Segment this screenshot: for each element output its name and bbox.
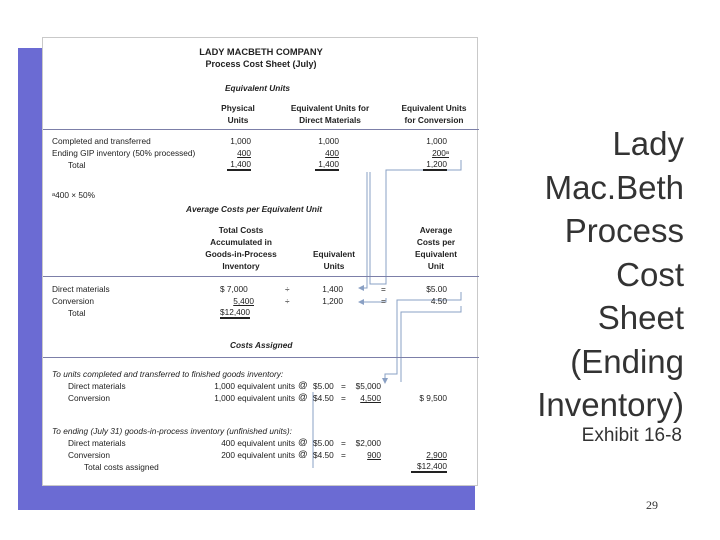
row-total-label: Total <box>68 160 86 170</box>
avg-total-label: Total <box>68 308 86 318</box>
slide-title-line: Inventory) <box>537 386 684 423</box>
row-ending-label: Ending GIP inventory (50% processed) <box>52 148 196 158</box>
ending-dm-amount: $2,000 <box>355 438 381 448</box>
physical-total: 1,400 <box>227 160 251 171</box>
col-total-costs-4: Inventory <box>222 261 260 271</box>
avg-conv-rate: 4.50 <box>430 296 447 306</box>
ending-total: 2,900 <box>426 450 447 460</box>
avg-conv-total: 5,400 <box>233 296 254 306</box>
col-average-costs-2: Costs per <box>416 237 456 247</box>
col-average-costs: Average <box>419 225 453 235</box>
dm-ending: 400 <box>325 148 339 158</box>
completed-dm-units: 1,000 equivalent units <box>214 381 295 391</box>
col-equivalent-units-2: Units <box>323 261 345 271</box>
physical-ending: 400 <box>237 148 251 158</box>
col-eq-units-dm-2: Direct Materials <box>299 115 361 125</box>
col-total-costs-3: Goods-in-Process <box>205 249 277 259</box>
conv-total: 1,200 <box>423 160 447 171</box>
company-name: LADY MACBETH COMPANY <box>199 47 323 57</box>
slide-title <box>484 122 684 427</box>
at-sign: @ <box>298 437 308 448</box>
equivalent-units-heading: Equivalent Units <box>225 83 291 93</box>
col-total-costs-2: Accumulated in <box>210 237 272 247</box>
sheet-subtitle: Process Cost Sheet (July) <box>205 59 317 69</box>
col-average-costs-4: Unit <box>427 261 445 271</box>
divide-sign: ÷ <box>285 296 290 306</box>
ending-conv-units: 200 equivalent units <box>221 450 295 460</box>
equals-sign: = <box>381 296 386 306</box>
at-sign: @ <box>298 449 308 460</box>
col-equivalent-units: Equivalent <box>313 249 355 259</box>
slide-title-line: (Ending <box>570 342 684 380</box>
col-physical-units-2: Units <box>227 115 249 125</box>
ending-conv-amount: 900 <box>367 450 381 460</box>
ending-dm-units: 400 equivalent units <box>221 438 295 448</box>
avg-grand-total: $12,400 <box>220 307 250 317</box>
assigned-dm-label: Direct materials <box>68 438 126 448</box>
equals-sign: = <box>341 450 346 460</box>
completed-conv-amount: 4,500 <box>360 393 381 403</box>
process-cost-sheet <box>42 37 478 486</box>
physical-completed: 1,000 <box>230 136 251 146</box>
col-total-costs: Total Costs <box>218 225 264 235</box>
equals-sign: = <box>341 381 346 391</box>
conv-completed: 1,000 <box>426 136 447 146</box>
avg-dm-rate: $5.00 <box>426 284 447 294</box>
avg-conv-label: Conversion <box>52 296 94 306</box>
dm-total: 1,400 <box>315 160 339 171</box>
ending-inventory-heading: To ending (July 31) goods-in-process inventory (unfinished units): <box>52 426 292 436</box>
avg-dm-total: $ 7,000 <box>220 284 248 294</box>
section-rule <box>43 357 479 358</box>
page-number: 29 <box>646 498 658 512</box>
completed-dm-amount: $5,000 <box>355 381 381 391</box>
conv-ending: 200ᵃ <box>432 148 449 158</box>
at-sign: @ <box>298 392 308 403</box>
completed-conv-rate: $4.50 <box>313 393 334 403</box>
completed-conv-units: 1,000 equivalent units <box>214 393 295 403</box>
at-sign: @ <box>298 380 308 391</box>
col-average-costs-3: Equivalent <box>415 249 457 259</box>
connector-conv-rate <box>401 306 461 382</box>
avg-dm-units: 1,400 <box>322 284 343 294</box>
slide-title-line: Lady <box>612 125 684 162</box>
costs-assigned-heading: Costs Assigned <box>230 340 293 350</box>
col-eq-units-conv: Equivalent Units <box>401 103 467 113</box>
assigned-dm-label: Direct materials <box>68 381 126 391</box>
col-physical-units: Physical <box>221 103 255 113</box>
slide-title-line: Process <box>564 212 684 249</box>
divide-sign: ÷ <box>285 284 290 294</box>
grand-total-assigned: $12,400 <box>411 462 447 473</box>
ending-dm-rate: $5.00 <box>313 438 334 448</box>
completed-dm-rate: $5.00 <box>313 381 334 391</box>
slide-title-line: Cost <box>616 255 684 293</box>
ending-conv-rate: $4.50 <box>313 450 334 460</box>
col-eq-units-dm: Equivalent Units for <box>290 103 370 113</box>
row-completed-label: Completed and transferred <box>52 136 151 146</box>
avg-dm-label: Direct materials <box>52 284 110 294</box>
equals-sign: = <box>341 438 346 448</box>
dm-completed: 1,000 <box>318 136 339 146</box>
assigned-conv-label: Conversion <box>68 450 110 460</box>
completed-total: $ 9,500 <box>419 393 447 403</box>
equals-sign: = <box>381 284 386 294</box>
section-rule <box>43 129 479 130</box>
equals-sign: = <box>341 393 346 403</box>
slide-title-line: Mac.Beth <box>544 168 684 206</box>
assigned-conv-label: Conversion <box>68 393 110 403</box>
section-rule <box>43 276 479 277</box>
average-costs-heading: Average Costs per Equivalent Unit <box>186 204 323 214</box>
exhibit-label: Exhibit 16-8 <box>581 425 682 446</box>
completed-transferred-heading: To units completed and transferred to finished goods inventory: <box>52 369 284 379</box>
avg-conv-units: 1,200 <box>322 296 343 306</box>
col-eq-units-conv-2: for Conversion <box>404 115 464 125</box>
footnote: ᵃ400 × 50% <box>52 190 95 200</box>
total-costs-assigned-label: Total costs assigned <box>84 462 159 472</box>
slide-title-line: Sheet <box>597 299 684 336</box>
